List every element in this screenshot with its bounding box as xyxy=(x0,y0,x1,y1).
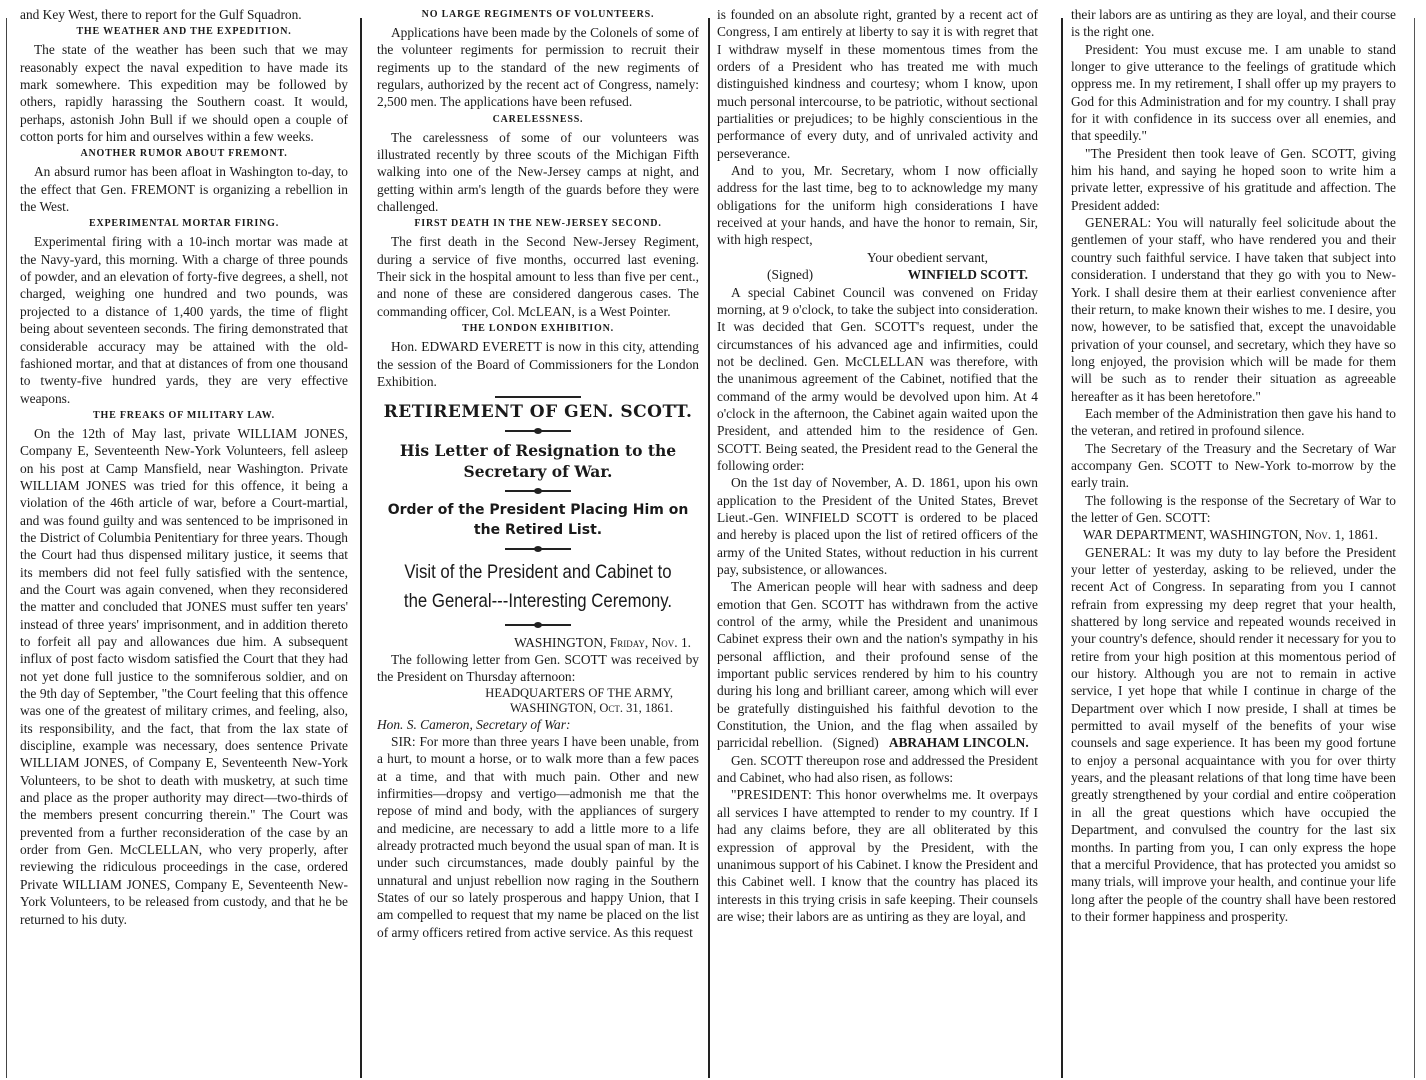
section-heading: THE FREAKS OF MILITARY LAW. xyxy=(93,409,275,421)
signature-line xyxy=(717,266,1038,283)
column-rule-2 xyxy=(708,18,710,1078)
section-heading: EXPERIMENTAL MORTAR FIRING. xyxy=(88,218,280,230)
signer-name: WINFIELD SCOTT. xyxy=(907,267,1028,283)
signed-label: (Signed) xyxy=(767,267,814,283)
section-heading: THE LONDON EXHIBITION. xyxy=(462,323,614,335)
section-heading: ANOTHER RUMOR ABOUT FREMONT. xyxy=(80,148,288,160)
column-rule-left-edge xyxy=(6,18,7,1078)
response-intro: The following is the response of the Secretary of War to the letter of Gen. SCOTT: xyxy=(1071,492,1396,525)
section-heading: FIRST DEATH IN THE NEW-JERSEY SECOND. xyxy=(414,218,662,230)
valediction: Your obedient servant, xyxy=(867,249,988,265)
farewell-paragraph: Each member of the Administration then gave his hand to the veteran, and retired in profound silence. xyxy=(1071,405,1396,439)
lead-text: and Key West, there to report for the Gulf Squadron. xyxy=(20,7,302,22)
presidential-order-2 xyxy=(717,578,1038,751)
reply-salutation: "PRESIDENT: xyxy=(731,787,812,803)
column-4 xyxy=(1071,6,1396,1080)
column-rule-3 xyxy=(1061,18,1063,1078)
dateline: WASHINGTON, Friday, Nov. 1. xyxy=(514,634,691,650)
ornament-divider xyxy=(505,622,571,628)
response-salutation: GENERAL: xyxy=(1085,544,1152,560)
deck-headline-2: Order of the President Placing Him on the Retired List. xyxy=(387,501,689,538)
letter-closing: And to you, Mr. Secretary, whom I now officially address for the last time, beg to to acknowledge my many obligations for the uniform high considerations I have received at your hands, and have the honor to remain, Sir, with high respect, xyxy=(717,163,1038,248)
letter-text: For more than three years I have been unable, from a hurt, to mount a horse, or to walk more than a few paces at a time, and that with much pain. Other and new infirmities—dropsy and vertigo—admonish me that the repose of mind and body, with the appliances of surgery and medicine, are necessary to add a little more to a life already protracted much beyond the usual span of man. It is under such circumstances, made doubly painful by the unnatural and unjust rebellion now raging in the Southern States of our so lately prosperous and happy Union, that I am compelled to request that my name be placed on the list of army officers retired from active service. As this request xyxy=(377,733,699,940)
column-rule-right-edge xyxy=(1414,18,1415,1078)
general-paragraph xyxy=(1071,214,1396,405)
general-text: You will naturally feel solicitude about the gentlemen of your staff, who have rendered you and their country such faithful service. I have taken that subject into consideration. I understand that they go with you to New-York. I shall desire them at their earliest convenience after their return, to make known their wishes to me. I desire, you now, however, to be satisfied that, except the unavoidable privation of your counsel, and secretary, which they have so long enjoyed, the provision which will be made for them will be such as to render their situation as agreeable hereafter as it has been heretofore." xyxy=(1071,215,1396,404)
travel-paragraph: The Secretary of the Treasury and the Secretary of War accompany Gen. SCOTT to New-York to-morrow by the early train. xyxy=(1071,440,1396,491)
column-1 xyxy=(20,6,348,1080)
reply-continuation: their labors are as untiring as they are loyal, and their course is the right one. xyxy=(1071,7,1396,40)
section-body: An absurd rumor has been afloat in Washington to-day, to the effect that Gen. FREMONT is organizing a rebellion in the West. xyxy=(20,164,348,215)
section-body: Experimental firing with a 10-inch mortar was made at the Navy-yard, this morning. With a charge of three pounds of powder, and an elevation of forty-five degrees, a shell, not charged, weighing one hundred and two pounds, was projected to a distance of 1,400 yards, the time of flight being about seventeen seconds. The firing demonstrated that considerable accuracy may be attained with the old-fashioned mortar, and that at distances of from one thousand to twenty-five hundred yards, they are very effective weapons. xyxy=(20,234,348,406)
divider-rule xyxy=(495,396,581,398)
letter-header-line-1: HEADQUARTERS OF THE ARMY, xyxy=(485,685,673,700)
section-body: The carelessness of some of our volunteers was illustrated recently by three scouts of the Michigan Fifth walking into one of the New-Jersey camps at night, and getting within arm's length of the guards before they were challenged. xyxy=(377,129,699,215)
section-heading: CARELESSNESS. xyxy=(492,113,584,125)
ornament-divider xyxy=(505,546,571,552)
section-body: The first death in the Second New-Jersey Regiment, during a service of five months, occurred last evening. Their sick in the hospital amount to less than five per cent., and none of these are considered dangerous cases. The commanding officer, Col. McLEAN, is a West Pointer. xyxy=(377,234,699,319)
section-body: The state of the weather has been such that we may reasonably expect the naval expedition to have made its mark somewhere. This expedition may be followed by others, rapidly harassing the Southern coast. It would, perhaps, astonish John Bull if we should open a couple of cotton ports for him and ourselves within a few weeks. xyxy=(20,42,348,145)
reply-paragraph-2: President: You must excuse me. I am unable to stand longer to give utterance to the feelings of gratitude which oppress me. In my retirement, I shall offer up my prayers to God for this Administration and for my country. I shall pray for it with confidence in its success over all enemies, and that speedily." xyxy=(1071,41,1396,144)
main-headline: RETIREMENT OF GEN. SCOTT. xyxy=(383,402,693,423)
letter-salutation: SIR: xyxy=(391,733,416,749)
ornament-divider xyxy=(505,428,571,434)
response-paragraph xyxy=(1071,544,1396,926)
ornament-divider xyxy=(505,488,571,494)
letter-continuation: is founded on an absolute right, granted by a recent act of Congress, I am entirely at liberty to say it is with regret that I withdraw myself in these momentous times from the orders of a President who has treated me with much distinguished kindness and courtesy; whom I know, upon much personal intercourse, to be patriotic, without sectional partialities or prejudices; to be highly conscientious in the performance of every duty, and of unrivaled activity and perseverance. xyxy=(717,7,1038,161)
letter-header-line-2: WASHINGTON, Oct. 31, 1861. xyxy=(509,700,673,715)
order-signer: ABRAHAM LINCOLN. xyxy=(888,735,1029,751)
section-body: On the 12th of May last, private WILLIAM JONES, Company E, Seventeenth New-York Volunteers, fell asleep on his post at Camp Mansfield, near Washington. Private WILLIAM JONES was tried for this offence, it being a violation of the 46th article of war, before a Court-martial, and was found guilty and was sentenced to be imprisoned in the District of Columbia Penitentiary for three years. Though the Court had thus dispensed military justice, it seems that its members did not feel fully satisfied with the sentence, and the Court was again convened, when they reconsidered the matter and concluded that JONES must suffer ten years' instead of three years' imprisonment, and in addition thereto to forfeit all pay and allowances due him. A subsequent influx of post facto wisdom satisfied the Court that they had not yet done full justice to the somniferous soldier, and on the 9th day of September, "the Court feeling that this offence was one of the greatest of military crimes, and feeling, also, its responsibility, and the fact, that from the lax state of discipline, example was necessary, does sentence Private WILLIAM JONES, of Company E, Seventeenth New-York Volunteers, to be shot to death with musketry, at such time and place as the proper authority may direct—two-thirds of the members present concurring therein." The Court was prevented from a further reconsideration of the case by an order from Gen. McCLELLAN, who very properly, after reviewing the ridiculous proceedings in the case, ordered Private WILLIAM JONES, Company E, Seventeenth New-York Volunteers, to be released from custody, and that he be returned to his duty. xyxy=(20,425,348,927)
letter-body xyxy=(377,733,699,941)
section-body: Applications have been made by the Colonels of some of the volunteer regiments for permission to recruit their regiments up to the standard of the new regiments of regulars, authorized by the recent act of Congress, namely: 2,500 men. The applications have been refused. xyxy=(377,25,699,110)
reply-paragraph xyxy=(717,786,1038,925)
section-heading: NO LARGE REGIMENTS OF VOLUNTEERS. xyxy=(421,9,655,20)
letter-addressee: Hon. S. Cameron, Secretary of War: xyxy=(377,716,571,732)
column-2 xyxy=(377,6,699,1080)
column-rule-1 xyxy=(360,18,362,1078)
reply-text: This honor overwhelms me. It overpays all services I have attempted to render to my country. If I had any claims before, they are all obliterated by this expression of approval by the President, with the unanimous support of his Cabinet. I know the President and this Cabinet well. I know that the country has placed its interests in this trying crisis in safe keeping. Their counsels are wise; their labors are as untiring as they are loyal, and xyxy=(717,787,1038,924)
war-department-dateline: WAR DEPARTMENT, WASHINGTON, Nov. 1, 1861. xyxy=(1082,527,1378,543)
cabinet-council-paragraph: A special Cabinet Council was convened on Friday morning, at 9 o'clock, to take the subject into consideration. It was decided that Gen. SCOTT's request, under the circumstances of his advanced age and infirmities, could not be declined. Gen. McCLELLAN was therefore, with the unanimous agreement of the Cabinet, notified that the command of the army would be devolved upon him. At 4 o'clock in the afternoon, the Cabinet again waited upon the President, and attended him to the residence of Gen. SCOTT. Being seated, the President read to the General the following order: xyxy=(717,284,1038,473)
intro-paragraph: The following letter from Gen. SCOTT was received by the President on Thursday afternoon: xyxy=(377,651,699,685)
column-3 xyxy=(717,6,1038,1080)
section-body: Hon. EDWARD EVERETT is now in this city, attending the session of the Board of Commissioners for the London Exhibition. xyxy=(377,339,699,389)
section-heading: THE WEATHER AND THE EXPEDITION. xyxy=(76,26,292,38)
response-text: It was my duty to lay before the President your letter of yesterday, asking to be relieved, under the recent Act of Congress. In separating from you I cannot refrain from expressing my deep regret that your health, shattered by long service and repeated wounds received in your country's defence, should render it necessary for you to retire from your high position at this momentous period of our history. Although you are not to remain in active service, I yet hope that while I continue in charge of the Department over which I now preside, I shall at times be permitted to avail myself of the benefits of your wise counsels and sage experience. It has been my good fortune to enjoy a personal acquaintance with you for over thirty years, and the pleasant relations of that long time have been greatly strengthened by your cordial and entire coöperation in all the great questions which have occupied the Department, and convulsed the country for the last six months. In parting from you, I can only express the hope that a merciful Providence, that has protected you amidst so many trials, will improve your health, and continue your life long after the people of the country shall have been restored to their former happiness and prosperity. xyxy=(1071,544,1396,924)
deck-headline-1: His Letter of Resignation to the Secretary of War. xyxy=(399,440,677,481)
leave-paragraph: "The President then took leave of Gen. SCOTT, giving him his hand, and saying he hoped soon to write him a private letter, expressive of his gratitude and affection. The President added: xyxy=(1071,145,1396,213)
order-signed-label: (Signed) xyxy=(832,735,879,751)
general-salutation: GENERAL: xyxy=(1085,215,1152,231)
presidential-order: On the 1st day of November, A. D. 1861, upon his own application to the President of the United States, Brevet Lieut.-Gen. WINFIELD SCOTT is ordered to be placed and hereby is placed upon the list of retired officers of the army of the United States, without reduction in his current pay, subsistence, or allowances. xyxy=(717,475,1038,577)
order-text: The American people will hear with sadness and deep emotion that Gen. SCOTT has withdrawn from the active control of the army, while the President and unanimous Cabinet express their own and the nation's sympathy in his personal affliction, and their profound sense of the important public services rendered by him to his country during his long and brilliant career, among which will ever be gratefully distinguished his faithful devotion to the Constitution, the Union, and the flag when assailed by parricidal rebellion. xyxy=(717,579,1038,751)
reply-intro: Gen. SCOTT thereupon rose and addressed the President and Cabinet, who had also risen, as follows: xyxy=(717,752,1038,786)
deck-headline-3: Visit of the President and Cabinet to the General---Interesting Ceremony. xyxy=(403,560,673,612)
